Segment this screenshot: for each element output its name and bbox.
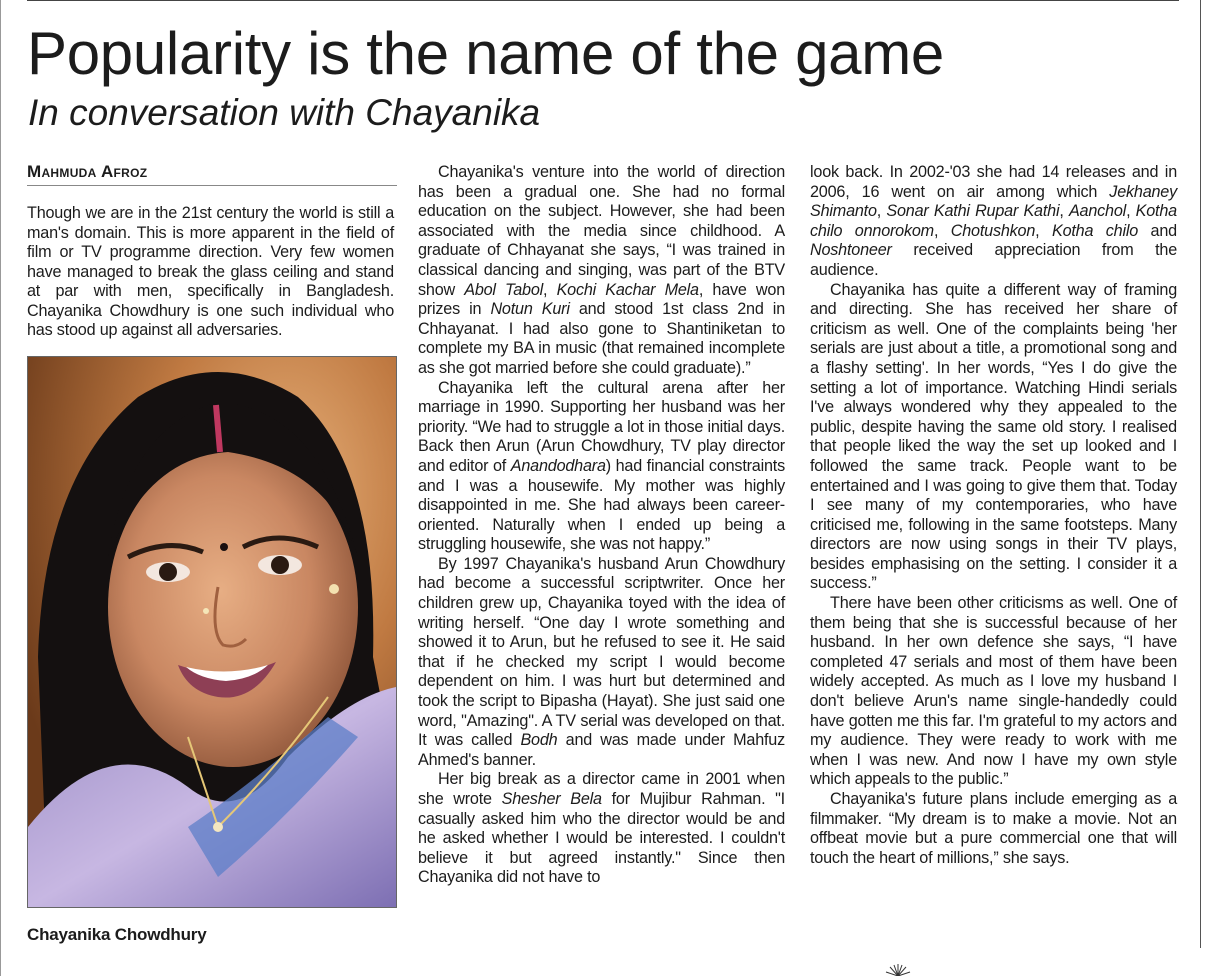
byline: Mahmuda Afroz	[27, 162, 397, 186]
paragraph: Her big break as a director came in 2001 when she wrote Shesher Bela for Mujibur Rahman. "I casually asked him who the director would be and he asked whether I would be interested. I couldn't believe it but agreed instantly." Since then Chayanika did not have to	[418, 770, 785, 887]
photo-caption: Chayanika Chowdhury	[27, 925, 207, 944]
article-column-3	[810, 163, 1177, 868]
top-rule	[27, 0, 1179, 1]
paragraph: By 1997 Chayanika's husband Arun Chowdhury had become a successful scriptwriter. Once her children grew up, Chayanika toyed with the idea of writing herself. “One day I wrote something and showed it to Arun, but he refused to see it. He said that if he checked my script I would become dependent on him. I was hurt but determined and took the script to Bipasha (Hayat). She just said one word, "Amazing". A TV serial was developed on that. It was called Bodh and was made under Mahfuz Ahmed's banner.	[418, 554, 785, 769]
paragraph: Chayanika's venture into the world of direction has been a gradual one. She had no formal education on the subject. However, she had been associated with the media since childhood. A graduate of Chhayanat she says, “I was trained in classical dancing and singing, was part of the BTV show Abol Tabol, Kochi Kachar Mela, have won prizes in Notun Kuri and stood 1st class 2nd in Chhayanat. I had also gone to Shantiniketan to complete my BA in music (that remained incomplete as she got married before she could graduate).”	[418, 163, 785, 377]
paragraph: Chayanika has quite a different way of framing and directing. She has received her share of criticism as well. One of the complaints being 'her serials are just about a title, a promotional song and a flashy setting'. In her words, “Yes I do give the setting a lot of importance. Watching Hindi serials I've always wondered why they appealed to the public, despite having the same old story. I realised that people liked the way the set up looked and I followed the same track. People want to be entertained and I was going to give them that. Today I see many of my contemporaries, who have criticised me, following in the same footsteps. Many directors are now using songs in their TV plays, besides emphasising on the setting. I consider it a success.”	[810, 280, 1177, 593]
paragraph: There have been other criticisms as well. One of them being that she is successful because of her husband. In her own defence she says, “I have completed 47 serials and most of them have been widely accepted. As much as I love my husband I don't believe Arun's name single-handedly could have gotten me this far. I'm grateful to my actors and my audience. They were ready to work with me when I was new. And now I have my own style which appeals to the public.”	[810, 594, 1177, 789]
portrait-photo	[27, 356, 397, 908]
sunburst-ornament-icon	[884, 960, 912, 976]
intro-paragraph: Though we are in the 21st century the world is still a man's domain. This is more apparent in the field of film or TV programme direction. Very few women have managed to break the glass ceiling and stand at par with men, specifically in Bangladesh. Chayanika Chowdhury is one such individual who has stood up against all adversaries.	[27, 204, 394, 339]
paragraph: Chayanika left the cultural arena after her marriage in 1990. Supporting her husband was her priority. “We had to struggle a lot in those initial days. Back then Arun (Arun Chowdhury, TV play director and editor of Anandodhara) had financial constraints and I was a housewife. My mother was highly disappointed in me. She had always been career-oriented. Naturally when I ended up being a struggling housewife, she was not happy.”	[418, 378, 785, 554]
article-column-2	[418, 163, 785, 888]
subheadline: In conversation with Chayanika	[28, 92, 541, 133]
page-left-rule	[0, 0, 1, 976]
portrait-illustration	[28, 357, 396, 907]
right-rule	[1200, 0, 1201, 948]
paragraph: look back. In 2002-'03 she had 14 releases and in 2006, 16 went on air among which Jekhaney Shimanto, Sonar Kathi Rupar Kathi, Aanchol, Kotha chilo onnorokom, Chotushkon, Kotha chilo and Noshtoneer received appreciation from the audience.	[810, 163, 1177, 279]
paragraph: Chayanika's future plans include emerging as a filmmaker. “My dream is to make a movie. Not an offbeat movie but a pure commercial one that will touch the heart of millions,” she says.	[810, 790, 1177, 867]
headline: Popularity is the name of the game	[27, 20, 944, 87]
